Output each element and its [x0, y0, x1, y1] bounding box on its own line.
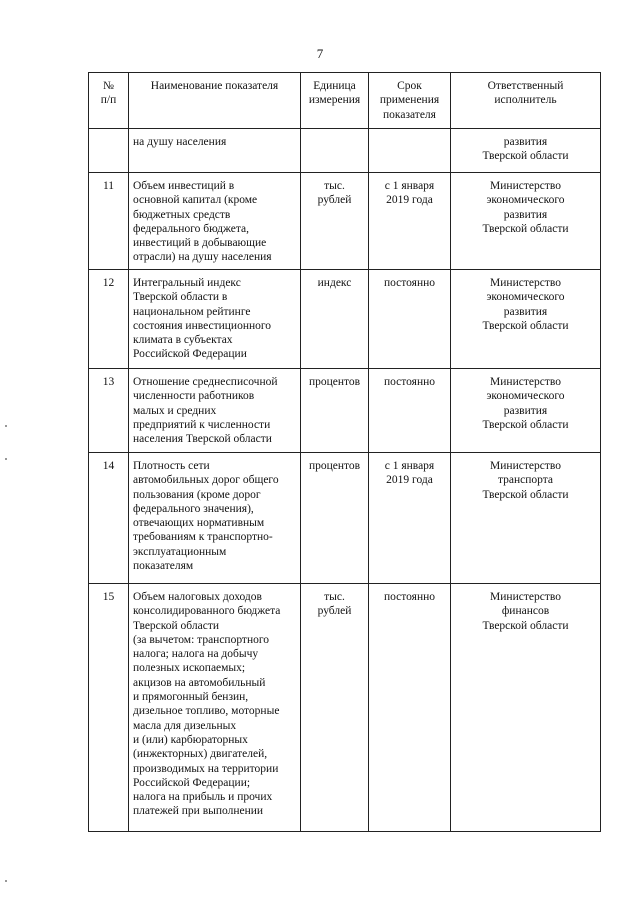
- cell-unit: [301, 129, 369, 173]
- cell-name: на душу населения: [129, 129, 301, 173]
- cell-name: Отношение среднесписочной численности работников малых и средних предприятий к численности населения Тверской области: [129, 369, 301, 453]
- table-header-row: [89, 73, 601, 129]
- cell-responsible: Министерство финансов Тверской области: [451, 584, 601, 832]
- cell-responsible: Министерство экономического развития Тверской области: [451, 369, 601, 453]
- cell-term: [369, 129, 451, 173]
- cell-name: Объем налоговых доходов консолидированного бюджета Тверской области (за вычетом: транспортного налога; налога на добычу полезных ископаемых; акцизов на автомобильный и прямогонный бензин, дизельное топливо, моторные масла для дизельных и (или) карбюраторных (инжекторных) двигателей, производимых на территории Российской Федерации; налога на прибыль и прочих платежей при выполнении: [129, 584, 301, 832]
- cell-num: 11: [89, 173, 129, 270]
- cell-responsible: Министерство экономического развития Тверской области: [451, 270, 601, 369]
- continuation-row: [89, 129, 601, 173]
- cell-unit: процентов: [301, 453, 369, 584]
- page-number: 7: [316, 46, 324, 61]
- cell-num: 13: [89, 369, 129, 453]
- cell-unit: индекс: [301, 270, 369, 369]
- cell-num: 12: [89, 270, 129, 369]
- cell-term: постоянно: [369, 584, 451, 832]
- cell-num: 14: [89, 453, 129, 584]
- cell-term: с 1 января 2019 года: [369, 453, 451, 584]
- indicators-table: [88, 72, 601, 832]
- table-row: [89, 369, 601, 453]
- table-row: [89, 453, 601, 584]
- cell-num: 15: [89, 584, 129, 832]
- scan-speck: [5, 880, 7, 882]
- cell-responsible: Министерство экономического развития Тверской области: [451, 173, 601, 270]
- cell-term: постоянно: [369, 270, 451, 369]
- table-row: [89, 270, 601, 369]
- cell-unit: тыс. рублей: [301, 584, 369, 832]
- cell-name: Объем инвестиций в основной капитал (кроме бюджетных средств федерального бюджета, инвестиций в добывающие отрасли) на душу населения: [129, 173, 301, 270]
- header-term: Срок применения показателя: [369, 73, 451, 129]
- scan-speck: [5, 425, 7, 427]
- cell-unit: тыс. рублей: [301, 173, 369, 270]
- cell-term: с 1 января 2019 года: [369, 173, 451, 270]
- table-row: [89, 173, 601, 270]
- header-name: Наименование показателя: [129, 73, 301, 129]
- cell-unit: процентов: [301, 369, 369, 453]
- header-responsible: Ответственный исполнитель: [451, 73, 601, 129]
- header-num: № п/п: [89, 73, 129, 129]
- cell-term: постоянно: [369, 369, 451, 453]
- cell-responsible: Министерство транспорта Тверской области: [451, 453, 601, 584]
- cell-responsible: развития Тверской области: [451, 129, 601, 173]
- cell-name: Интегральный индекс Тверской области в национальном рейтинге состояния инвестиционного климата в субъектах Российской Федерации: [129, 270, 301, 369]
- cell-name: Плотность сети автомобильных дорог общего пользования (кроме дорог федерального значения), отвечающих нормативным требованиям к транспортно- эксплуатационным показателям: [129, 453, 301, 584]
- table-row: [89, 584, 601, 832]
- scan-speck: [5, 458, 7, 460]
- cell-num: [89, 129, 129, 173]
- header-unit: Единица измерения: [301, 73, 369, 129]
